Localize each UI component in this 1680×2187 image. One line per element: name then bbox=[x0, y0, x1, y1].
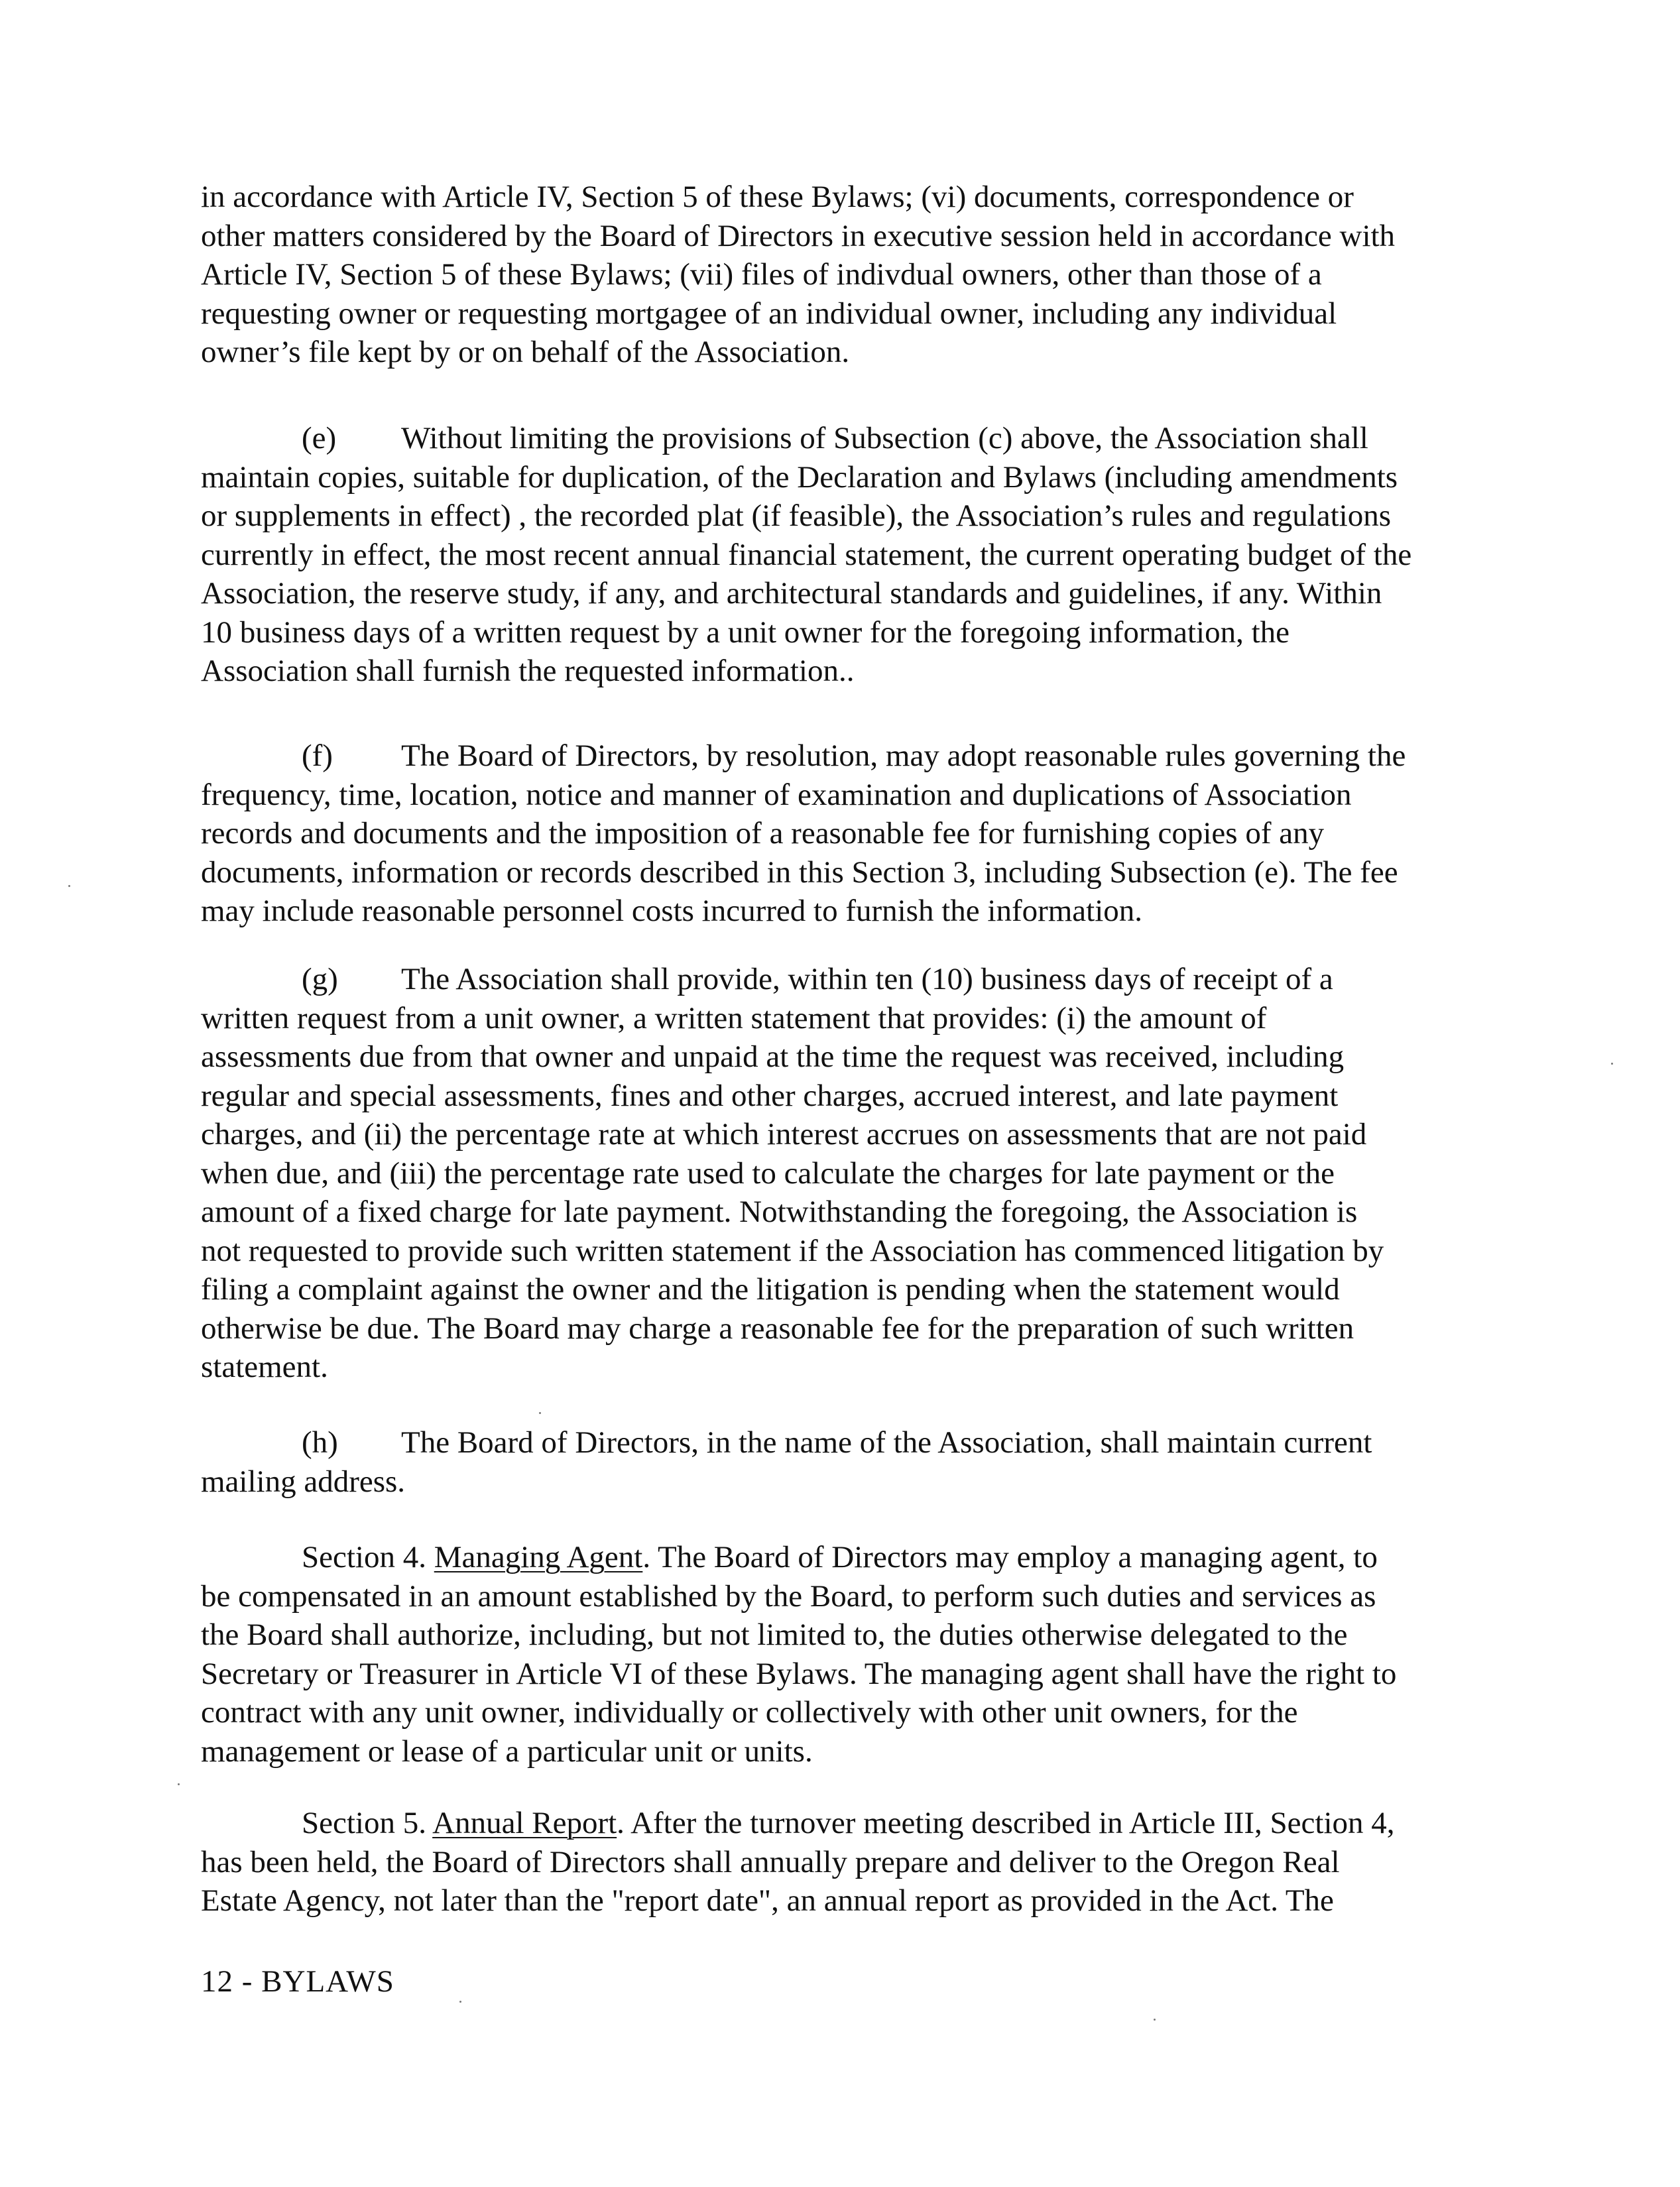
text-line: otherwise be due. The Board may charge a reasonable fee for the preparation of such written bbox=[201, 1311, 1354, 1346]
text-line: filing a complaint against the owner and the litigation is pending when the statement would bbox=[201, 1272, 1340, 1307]
section-number: Section 5. bbox=[302, 1806, 433, 1840]
subsection-label: (e) bbox=[302, 421, 337, 455]
text-line bbox=[201, 1538, 1500, 1577]
text-line: written request from a unit owner, a written statement that provides: (i) the amount of bbox=[201, 1000, 1267, 1035]
text-fragment: Without limiting the provisions of Subsection (c) above, the Association shall bbox=[401, 421, 1368, 455]
scan-speck bbox=[459, 2001, 461, 2003]
text-line: in accordance with Article IV, Section 5 of these Bylaws; (vi) documents, correspondence or bbox=[201, 180, 1354, 214]
subsection-label: (g) bbox=[302, 962, 338, 996]
section-5-annual-report bbox=[201, 1804, 1500, 1921]
text-line: Association, the reserve study, if any, and architectural standards and guidelines, if any. Within bbox=[201, 576, 1382, 611]
text-line: frequency, time, location, notice and manner of examination and duplications of Association bbox=[201, 777, 1352, 812]
text-line: not requested to provide such written statement if the Association has commenced litigation by bbox=[201, 1233, 1384, 1268]
text-fragment: . After the turnover meeting described in Article III, Section 4, bbox=[617, 1806, 1395, 1840]
text-line: Association shall furnish the requested information.. bbox=[201, 654, 855, 688]
section-4-managing-agent bbox=[201, 1538, 1500, 1771]
text-line: regular and special assessments, fines and other charges, accrued interest, and late payment bbox=[201, 1078, 1339, 1113]
paragraph-f bbox=[201, 737, 1500, 931]
section-number: Section 4. bbox=[302, 1540, 434, 1574]
text-line: may include reasonable personnel costs incurred to furnish the information. bbox=[201, 894, 1143, 928]
text-line: 10 business days of a written request by a unit owner for the foregoing information, the bbox=[201, 615, 1290, 650]
text-line: owner’s file kept by or on behalf of the Association. bbox=[201, 335, 850, 369]
text-line bbox=[201, 737, 1500, 776]
text-line: Estate Agency, not later than the "report date", an annual report as provided in the Act. The bbox=[201, 1883, 1334, 1918]
paragraph-e bbox=[201, 419, 1500, 691]
paragraph-g bbox=[201, 960, 1500, 1387]
page-footer: 12 - BYLAWS bbox=[201, 1964, 394, 1999]
text-line: Article IV, Section 5 of these Bylaws; (vii) files of indivdual owners, other than those of a bbox=[201, 257, 1322, 292]
text-fragment: The Association shall provide, within ten (10) business days of receipt of a bbox=[401, 962, 1333, 996]
section-heading: Managing Agent bbox=[434, 1540, 643, 1574]
text-line: or supplements in effect) , the recorded plat (if feasible), the Association’s rules and regulations bbox=[201, 499, 1392, 533]
text-line: when due, and (iii) the percentage rate used to calculate the charges for late payment or the bbox=[201, 1155, 1335, 1191]
text-fragment: . The Board of Directors may employ a managing agent, to bbox=[642, 1540, 1378, 1574]
scan-speck bbox=[1611, 1063, 1613, 1065]
text-line bbox=[201, 419, 1500, 458]
text-line bbox=[201, 1804, 1500, 1843]
text-line: currently in effect, the most recent annual financial statement, the current operating budget of the bbox=[201, 537, 1412, 572]
subsection-label: (f) bbox=[302, 739, 333, 773]
section-heading: Annual Report bbox=[432, 1806, 617, 1840]
text-line: management or lease of a particular unit or units. bbox=[201, 1734, 813, 1769]
text-line: the Board shall authorize, including, but not limited to, the duties otherwise delegated to the bbox=[201, 1618, 1348, 1652]
scan-speck bbox=[178, 1783, 180, 1785]
text-line bbox=[201, 1423, 1500, 1462]
scan-speck bbox=[539, 1412, 541, 1414]
paragraph-continuation bbox=[201, 178, 1500, 372]
scan-speck bbox=[1154, 2019, 1156, 2021]
text-line: Secretary or Treasurer in Article VI of these Bylaws. The managing agent shall have the right to bbox=[201, 1656, 1397, 1691]
scan-speck bbox=[68, 885, 70, 887]
text-line: maintain copies, suitable for duplication, of the Declaration and Bylaws (including amendments bbox=[201, 459, 1398, 495]
text-line: contract with any unit owner, individually or collectively with other unit owners, for the bbox=[201, 1695, 1298, 1730]
text-fragment: The Board of Directors, by resolution, may adopt reasonable rules governing the bbox=[401, 739, 1406, 773]
text-line bbox=[201, 960, 1500, 999]
text-line: mailing address. bbox=[201, 1464, 406, 1499]
text-line: other matters considered by the Board of Directors in executive session held in accordance with bbox=[201, 218, 1396, 253]
text-line: documents, information or records described in this Section 3, including Subsection (e). The fee bbox=[201, 855, 1398, 890]
text-line: be compensated in an amount established by the Board, to perform such duties and services as bbox=[201, 1578, 1376, 1614]
text-line: amount of a fixed charge for late payment. Notwithstanding the foregoing, the Association is bbox=[201, 1195, 1358, 1229]
text-line: statement. bbox=[201, 1350, 328, 1384]
paragraph-h bbox=[201, 1423, 1500, 1501]
text-line: requesting owner or requesting mortgagee of an individual owner, including any individual bbox=[201, 296, 1337, 331]
text-line: assessments due from that owner and unpaid at the time the request was received, including bbox=[201, 1039, 1345, 1074]
text-line: charges, and (ii) the percentage rate at which interest accrues on assessments that are not paid bbox=[201, 1117, 1367, 1152]
subsection-label: (h) bbox=[302, 1425, 338, 1460]
text-line: records and documents and the imposition of a reasonable fee for furnishing copies of any bbox=[201, 816, 1325, 851]
text-line: has been held, the Board of Directors shall annually prepare and deliver to the Oregon Real bbox=[201, 1844, 1340, 1879]
text-fragment: The Board of Directors, in the name of the Association, shall maintain current bbox=[401, 1425, 1372, 1460]
